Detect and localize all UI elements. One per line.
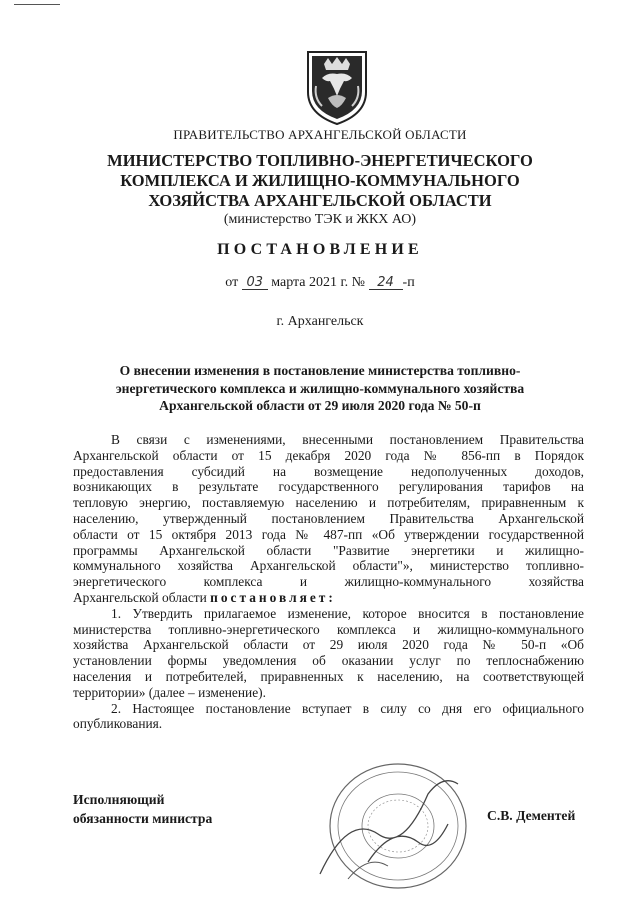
paragraph-item-1 — [73, 606, 584, 701]
document-body — [73, 432, 584, 732]
body-line: населения и потребителей, приравненных к населению, на соответствующей — [73, 668, 584, 684]
body-line — [73, 590, 584, 606]
body-line: области от 15 октября 2013 года № 487-пп «Об утверждении государственной — [73, 526, 584, 542]
body-line: энергетического комплекса и жилищно-коммунального хозяйства — [73, 574, 584, 590]
document-type: ПОСТАНОВЛЕНИЕ — [217, 241, 423, 258]
body-line: населению, утвержденный постановлением Правительства Архангельской — [73, 510, 584, 526]
paragraph-preamble — [73, 432, 584, 606]
position-line: обязанности министра — [73, 811, 213, 826]
ministry-name-line: ХОЗЯЙСТВА АРХАНГЕЛЬСКОЙ ОБЛАСТИ — [148, 191, 492, 210]
decree-word: постановляет: — [210, 589, 336, 605]
city: г. Архангельск — [276, 314, 364, 329]
signatory-name: С.В. Дементей — [487, 808, 576, 823]
body-line: опубликования. — [73, 716, 163, 732]
body-line: 1. Утвердить прилагаемое изменение, которое вносится в постановление — [111, 605, 584, 621]
handwritten-day: 03 — [242, 276, 268, 290]
document-subject — [0, 362, 640, 415]
ministry-name-line: КОМПЛЕКСА И ЖИЛИЩНО-КОММУНАЛЬНОГО — [120, 171, 520, 190]
body-line: территории» (далее – изменение). — [73, 684, 266, 700]
body-line: установлении формы уведомления об оказании услуг по теплоснабжению — [73, 653, 584, 669]
body-line: коммунального хозяйства Архангельской области"», министерство топливно- — [73, 558, 584, 574]
number-suffix: -п — [402, 275, 415, 290]
top-rule — [14, 4, 60, 5]
ministry-name-line: МИНИСТЕРСТВО ТОПЛИВНО-ЭНЕРГЕТИЧЕСКОГО — [107, 151, 533, 170]
body-line: возникающих в результате государственного регулирования тарифов на — [73, 479, 584, 495]
position-line: Исполняющий — [73, 792, 165, 807]
signatory-position — [73, 790, 212, 828]
government-name: ПРАВИТЕЛЬСТВО АРХАНГЕЛЬСКОЙ ОБЛАСТИ — [173, 127, 467, 142]
official-seal-icon — [308, 754, 478, 904]
subject-line: энергетического комплекса и жилищно-коммунального хозяйства — [115, 380, 525, 396]
body-text: Архангельской области — [73, 589, 207, 605]
subject-line: Архангельской области от 29 июля 2020 года № 50-п — [159, 398, 481, 413]
subject-line: О внесении изменения в постановление министерства топливно- — [119, 363, 521, 378]
body-line: 2. Настоящее постановление вступает в силу со дня его официального — [111, 700, 584, 716]
date-month-year: марта 2021 г. № — [271, 275, 366, 290]
body-line: В связи с изменениями, внесенными постановлением Правительства — [111, 432, 584, 447]
ministry-name — [0, 151, 640, 211]
body-line: Архангельской области от 15 декабря 2020 года № 856-пп в Порядок — [73, 447, 584, 463]
document-date-line — [0, 275, 640, 291]
paragraph-item-2 — [73, 701, 584, 733]
date-prefix: от — [225, 275, 239, 290]
body-line: хозяйства Архангельской области от 29 июля 2020 года № 50-п «Об — [73, 637, 584, 653]
body-line: предоставления субсидий на возмещение недополученных доходов, — [73, 463, 584, 479]
body-line: программы Архангельской области "Развитие энергетики и жилищно- — [73, 542, 584, 558]
coat-of-arms-icon — [302, 48, 372, 126]
handwritten-number: 24 — [369, 276, 403, 290]
body-line: тепловую энергию, поставляемую населению и потребителям, приравненным к — [73, 495, 584, 511]
ministry-abbreviation: (министерство ТЭК и ЖКХ АО) — [223, 212, 417, 227]
body-line: министерства топливно-энергетического комплекса и жилищно-коммунального — [73, 621, 584, 637]
